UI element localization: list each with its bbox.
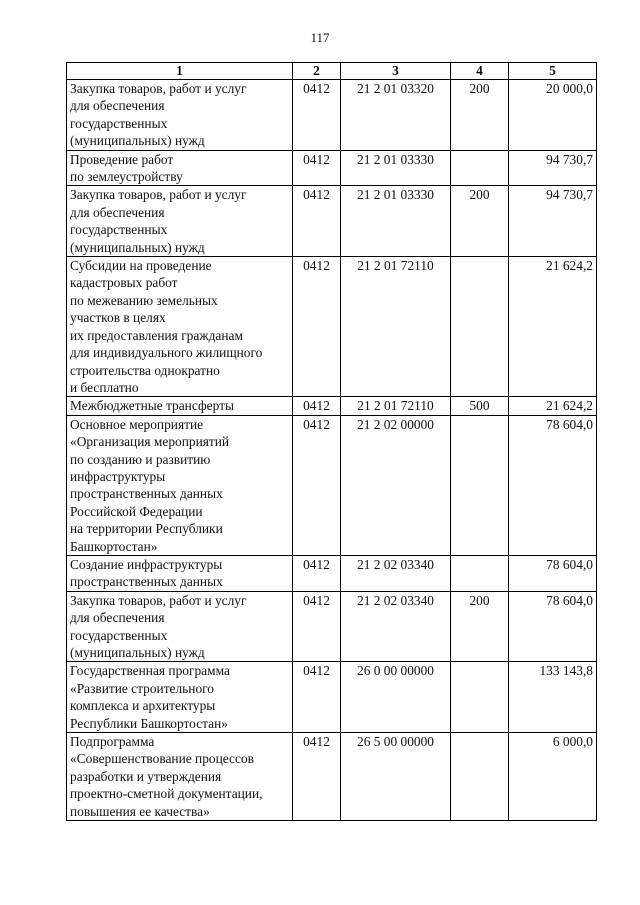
expense-type-cell (451, 733, 509, 821)
table-row (67, 662, 597, 733)
table-row (67, 555, 597, 591)
row-name-cell: Основное мероприятие «Организация мероприятий по созданию и развитию инфраструктуры пространственных данных Российской Федерации на территории Республики Башкортостан» (67, 415, 293, 555)
expense-type-cell (451, 257, 509, 397)
amount-cell: 133 143,8 (509, 662, 597, 733)
target-article-cell: 26 0 00 00000 (341, 662, 451, 733)
target-article-cell: 21 2 01 03330 (341, 186, 451, 257)
column-header-5: 5 (509, 63, 597, 80)
section-code-cell: 0412 (293, 186, 341, 257)
amount-cell: 6 000,0 (509, 733, 597, 821)
amount-cell: 94 730,7 (509, 150, 597, 186)
row-name-cell: Закупка товаров, работ и услуг для обеспечения государственных (муниципальных) нужд (67, 186, 293, 257)
target-article-cell: 26 5 00 00000 (341, 733, 451, 821)
table-header-row (67, 63, 597, 80)
target-article-cell: 21 2 02 03340 (341, 591, 451, 662)
section-code-cell: 0412 (293, 415, 341, 555)
row-name-cell: Закупка товаров, работ и услуг для обеспечения государственных (муниципальных) нужд (67, 591, 293, 662)
expense-type-cell: 200 (451, 186, 509, 257)
row-name-cell: Закупка товаров, работ и услуг для обеспечения государственных (муниципальных) нужд (67, 80, 293, 151)
section-code-cell: 0412 (293, 662, 341, 733)
table-row (67, 186, 597, 257)
row-name-cell: Субсидии на проведение кадастровых работ по межеванию земельных участков в целях их предоставления гражданам для индивидуального жилищного строительства однократно и бесплатно (67, 257, 293, 397)
expense-type-cell: 200 (451, 80, 509, 151)
section-code-cell: 0412 (293, 257, 341, 397)
expense-type-cell: 200 (451, 591, 509, 662)
target-article-cell: 21 2 01 03330 (341, 150, 451, 186)
table-row (67, 80, 597, 151)
row-name-cell: Межбюджетные трансферты (67, 397, 293, 415)
section-code-cell: 0412 (293, 150, 341, 186)
expense-type-cell (451, 150, 509, 186)
row-name-cell: Государственная программа «Развитие строительного комплекса и архитектуры Республики Башкортостан» (67, 662, 293, 733)
target-article-cell: 21 2 01 72110 (341, 257, 451, 397)
amount-cell: 94 730,7 (509, 186, 597, 257)
table-row (67, 257, 597, 397)
table-row (67, 591, 597, 662)
amount-cell: 78 604,0 (509, 591, 597, 662)
section-code-cell: 0412 (293, 397, 341, 415)
column-header-4: 4 (451, 63, 509, 80)
table-row (67, 415, 597, 555)
target-article-cell: 21 2 01 72110 (341, 397, 451, 415)
row-name-cell: Создание инфраструктуры пространственных данных (67, 555, 293, 591)
column-header-1: 1 (67, 63, 293, 80)
table-row (67, 150, 597, 186)
section-code-cell: 0412 (293, 733, 341, 821)
page-number: 117 (310, 30, 330, 45)
expense-type-cell (451, 415, 509, 555)
expense-type-cell: 500 (451, 397, 509, 415)
section-code-cell: 0412 (293, 591, 341, 662)
section-code-cell: 0412 (293, 80, 341, 151)
row-name-cell: Проведение работ по землеустройству (67, 150, 293, 186)
amount-cell: 20 000,0 (509, 80, 597, 151)
budget-table (66, 62, 597, 821)
table-row (67, 733, 597, 821)
amount-cell: 21 624,2 (509, 397, 597, 415)
target-article-cell: 21 2 02 00000 (341, 415, 451, 555)
amount-cell: 78 604,0 (509, 415, 597, 555)
target-article-cell: 21 2 01 03320 (341, 80, 451, 151)
section-code-cell: 0412 (293, 555, 341, 591)
column-header-2: 2 (293, 63, 341, 80)
expense-type-cell (451, 662, 509, 733)
amount-cell: 21 624,2 (509, 257, 597, 397)
table-row (67, 397, 597, 415)
row-name-cell: Подпрограмма «Совершенствование процессов разработки и утверждения проектно-сметной документации, повышения ее качества» (67, 733, 293, 821)
target-article-cell: 21 2 02 03340 (341, 555, 451, 591)
column-header-3: 3 (341, 63, 451, 80)
expense-type-cell (451, 555, 509, 591)
amount-cell: 78 604,0 (509, 555, 597, 591)
